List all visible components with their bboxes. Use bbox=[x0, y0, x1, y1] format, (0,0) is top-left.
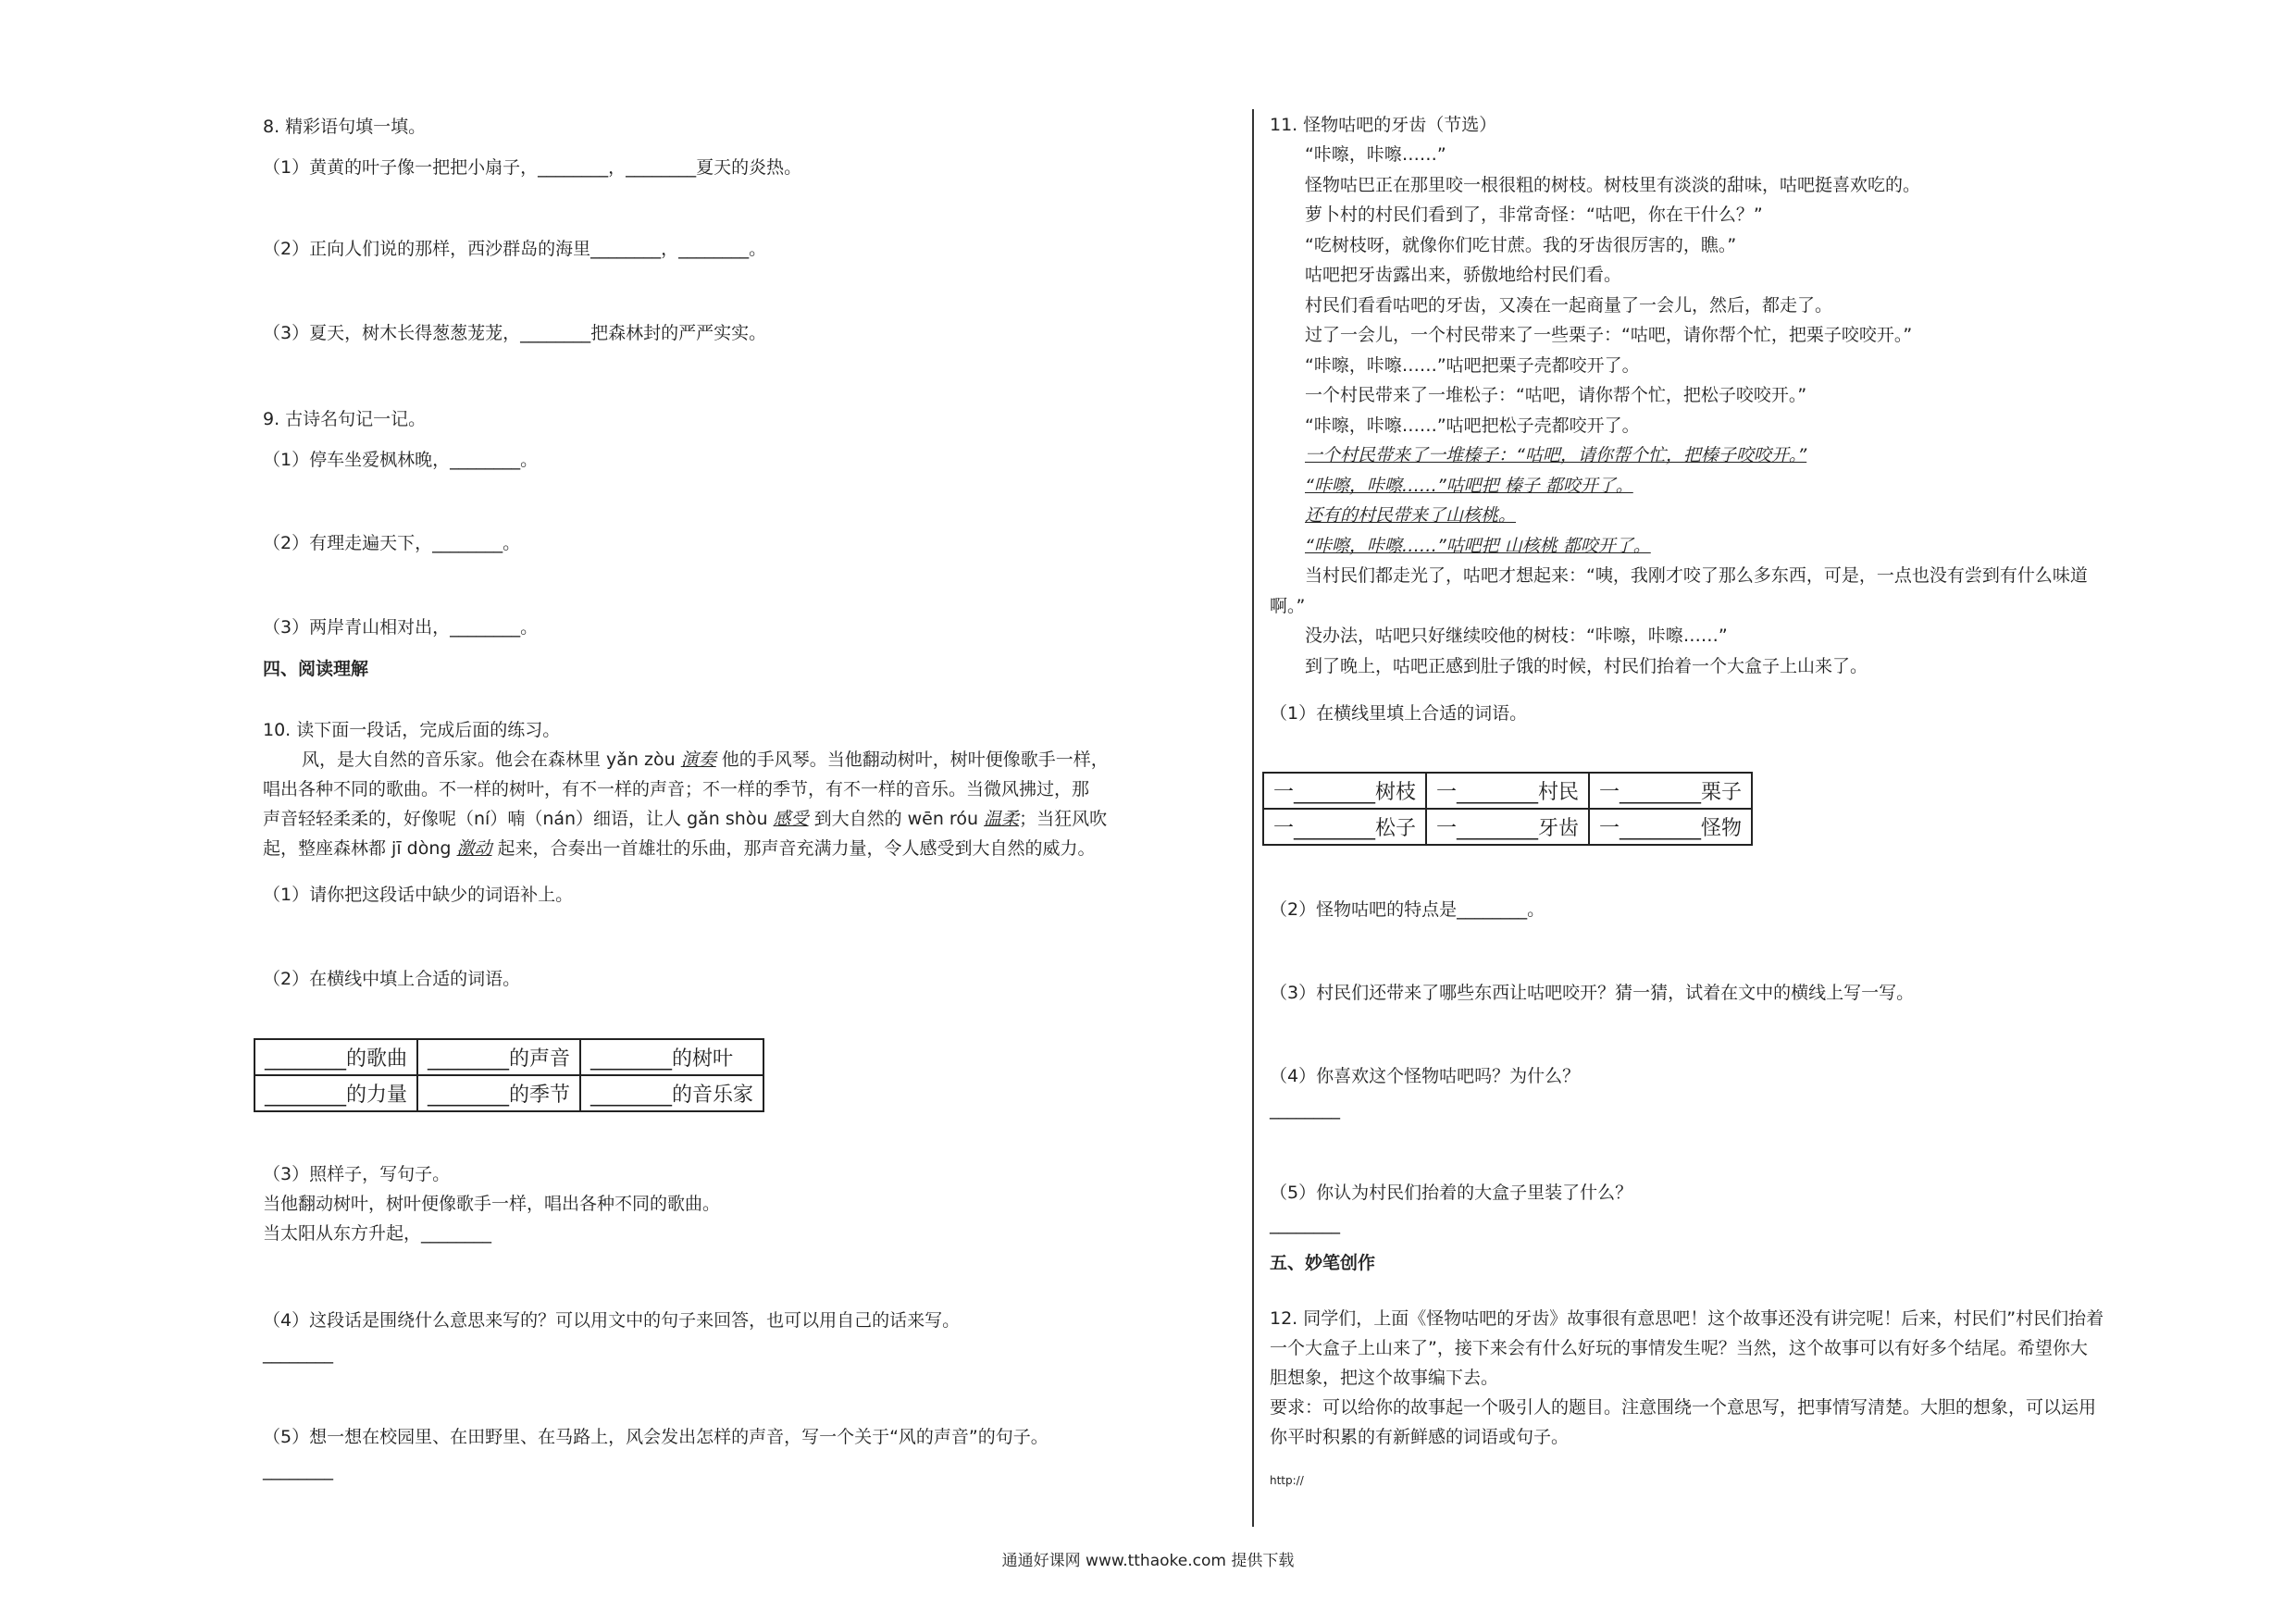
q12-line: 你平时积累的有新鲜感的词语或句子。 bbox=[1270, 1427, 1570, 1447]
q12-line: 12. 同学们，上面《怪物咕吧的牙齿》故事很有意思吧！这个故事还没有讲完呢！后来，村民们”村民们抬着 bbox=[1270, 1308, 2104, 1329]
q9-line-2: （2）有理走遍天下，________。 bbox=[263, 533, 521, 553]
q11-sub-1: （1）在横线里填上合适的词语。 bbox=[1270, 703, 1528, 724]
q10-sub-5-blank: ________ bbox=[263, 1460, 333, 1481]
table-cell: ________的季节 bbox=[417, 1075, 580, 1111]
q11-sub-2: （2）怪物咕吧的特点是________。 bbox=[1270, 899, 1545, 920]
column-divider bbox=[1252, 109, 1254, 1527]
q11-story-line-underlined: 还有的村民带来了山核桃。 bbox=[1305, 505, 1517, 526]
q11-story-line: 一个村民带来了一堆松子：“咕吧，请你帮个忙，把松子咬咬开。” bbox=[1305, 385, 1807, 405]
q10-sub-2: （2）在横线中填上合适的词语。 bbox=[263, 969, 521, 989]
q11-sub-5-blank: ________ bbox=[1270, 1214, 1340, 1234]
q11-story-line: “咔嚓，咔嚓……”咕吧把松子壳都咬开了。 bbox=[1305, 415, 1640, 436]
q10-sub-3: （3）照样子，写句子。 bbox=[263, 1164, 451, 1184]
q10-word-table bbox=[254, 1038, 764, 1112]
q10-sub-3-prompt: 当太阳从东方升起，________ bbox=[263, 1223, 492, 1244]
q11-story-line: 村民们看看咕吧的牙齿，又凑在一起商量了一会儿，然后，都走了。 bbox=[1305, 295, 1833, 316]
table-cell: ________的音乐家 bbox=[580, 1075, 763, 1111]
section-4-heading: 四、阅读理解 bbox=[263, 659, 369, 679]
q11-story-line: 怪物咕巴正在那里咬一根很粗的树枝。树枝里有淡淡的甜味，咕吧挺喜欢吃的。 bbox=[1305, 175, 1921, 195]
table-cell: ________的歌曲 bbox=[254, 1039, 417, 1075]
table-cell: ________的声音 bbox=[417, 1039, 580, 1075]
q12-line: 要求：可以给你的故事起一个吸引人的题目。注意围绕一个意思写，把事情写清楚。大胆的想象，可以运用 bbox=[1270, 1397, 2097, 1418]
q12-url: http:// bbox=[1270, 1474, 1304, 1487]
q11-sub-4-blank: ________ bbox=[1270, 1099, 1340, 1120]
q11-story-line: 咕吧把牙齿露出来，骄傲地给村民们看。 bbox=[1305, 265, 1622, 285]
table-cell: 一________栗子 bbox=[1589, 773, 1752, 809]
q11-story-line: 过了一会儿，一个村民带来了一些栗子：“咕吧，请你帮个忙，把栗子咬咬开。” bbox=[1305, 325, 1913, 345]
q12-line: 一个大盒子上山来了”，接下来会有什么好玩的事情发生呢？当然，这个故事可以有好多个结尾。希望你大 bbox=[1270, 1338, 2088, 1358]
q11-story-line: “咔嚓，咔嚓……”咕吧把栗子壳都咬开了。 bbox=[1305, 355, 1640, 376]
q10-sub-4-blank: ________ bbox=[263, 1344, 333, 1364]
q9-line-1: （1）停车坐爱枫林晚，________。 bbox=[263, 450, 539, 470]
q8-line-2: （2）正向人们说的那样，西沙群岛的海里________，________。 bbox=[263, 239, 767, 259]
table-row bbox=[1263, 809, 1752, 845]
q10-sub-3-example: 当他翻动树叶，树叶便像歌手一样，唱出各种不同的歌曲。 bbox=[263, 1194, 721, 1214]
q11-story-line: “吃树枝呀，就像你们吃甘蔗。我的牙齿很厉害的，瞧。” bbox=[1305, 235, 1737, 255]
q10-para-line-1: 风，是大自然的音乐家。他会在森林里 yǎn zòu 演奏 他的手风琴。当他翻动树叶，树叶便像歌手一样， bbox=[302, 750, 1109, 770]
table-cell: ________的树叶 bbox=[580, 1039, 763, 1075]
q11-sub-4: （4）你喜欢这个怪物咕吧吗？为什么？ bbox=[1270, 1066, 1581, 1086]
q10-para-line-4: 起，整座森林都 jī dòng 激动 起来，合奏出一首雄壮的乐曲，那声音充满力量，令人感受到大自然的威力。 bbox=[263, 838, 1096, 859]
q11-story-line: 萝卜村的村民们看到了，非常奇怪：“咕吧，你在干什么？” bbox=[1305, 204, 1763, 225]
q10-para-line-3: 声音轻轻柔柔的，好像呢（ní）喃（nán）细语，让人 gǎn shòu 感受 到大自然的 wēn róu 温柔；当狂风吹 bbox=[263, 809, 1108, 829]
table-row bbox=[1263, 773, 1752, 809]
q11-story-line: 没办法，咕吧只好继续咬他的树枝：“咔嚓，咔嚓……” bbox=[1305, 626, 1728, 646]
q11-story-line: 啊。” bbox=[1270, 596, 1306, 616]
q10-para-line-2: 唱出各种不同的歌曲。不一样的树叶，有不一样的声音；不一样的季节，有不一样的音乐。当微风拂过，那 bbox=[263, 779, 1090, 799]
q10-sub-4: （4）这段话是围绕什么意思来写的？可以用文中的句子来回答，也可以用自己的话来写。 bbox=[263, 1310, 961, 1331]
q11-sub-3: （3）村民们还带来了哪些东西让咕吧咬开？猜一猜，试着在文中的横线上写一写。 bbox=[1270, 983, 1915, 1003]
q10-title: 10. 读下面一段话，完成后面的练习。 bbox=[263, 720, 561, 740]
table-cell: 一________松子 bbox=[1263, 809, 1426, 845]
q11-story-line-underlined: “咔嚓，咔嚓……”咕吧把 榛子 都咬开了。 bbox=[1305, 476, 1633, 496]
q10-sub-5: （5）想一想在校园里、在田野里、在马路上，风会发出怎样的声音，写一个关于“风的声音”的句子。 bbox=[263, 1427, 1049, 1447]
section-5-heading: 五、妙笔创作 bbox=[1270, 1253, 1376, 1273]
q9-title: 9. 古诗名句记一记。 bbox=[263, 409, 427, 429]
q11-title: 11. 怪物咕吧的牙齿（节选） bbox=[1270, 115, 1497, 135]
q11-story-line: 到了晚上，咕吧正感到肚子饿的时候，村民们抬着一个大盒子上山来了。 bbox=[1305, 656, 1868, 676]
q9-line-3: （3）两岸青山相对出，________。 bbox=[263, 617, 539, 638]
q12-line: 胆想象，把这个故事编下去。 bbox=[1270, 1368, 1499, 1388]
table-row bbox=[254, 1039, 763, 1075]
table-cell: 一________村民 bbox=[1426, 773, 1589, 809]
q11-story-line-underlined: 一个村民带来了一堆榛子：“咕吧，请你帮个忙，把榛子咬咬开。” bbox=[1305, 445, 1807, 465]
q8-line-1: （1）黄黄的叶子像一把把小扇子，________，________夏天的炎热。 bbox=[263, 157, 802, 178]
table-cell: 一________树枝 bbox=[1263, 773, 1426, 809]
q10-sub-1: （1）请你把这段话中缺少的词语补上。 bbox=[263, 885, 574, 905]
table-cell: 一________怪物 bbox=[1589, 809, 1752, 845]
table-cell: ________的力量 bbox=[254, 1075, 417, 1111]
footer: 通通好课网 www.tthaoke.com 提供下载 bbox=[1001, 1552, 1295, 1570]
q11-story-line-underlined: “咔嚓，咔嚓……”咕吧把 山核桃 都咬开了。 bbox=[1305, 536, 1651, 556]
q11-story-line: “咔嚓，咔嚓……” bbox=[1305, 144, 1446, 165]
table-cell: 一________牙齿 bbox=[1426, 809, 1589, 845]
q11-sub-5: （5）你认为村民们抬着的大盒子里装了什么？ bbox=[1270, 1183, 1633, 1203]
q11-story-line: 当村民们都走光了，咕吧才想起来：“咦，我刚才咬了那么多东西，可是，一点也没有尝到有什么味道 bbox=[1305, 565, 2088, 586]
q8-line-3: （3）夏天，树木长得葱葱茏茏，________把森林封的严严实实。 bbox=[263, 323, 767, 343]
q11-word-table bbox=[1262, 772, 1753, 846]
q8-title: 8. 精彩语句填一填。 bbox=[263, 117, 427, 137]
table-row bbox=[254, 1075, 763, 1111]
